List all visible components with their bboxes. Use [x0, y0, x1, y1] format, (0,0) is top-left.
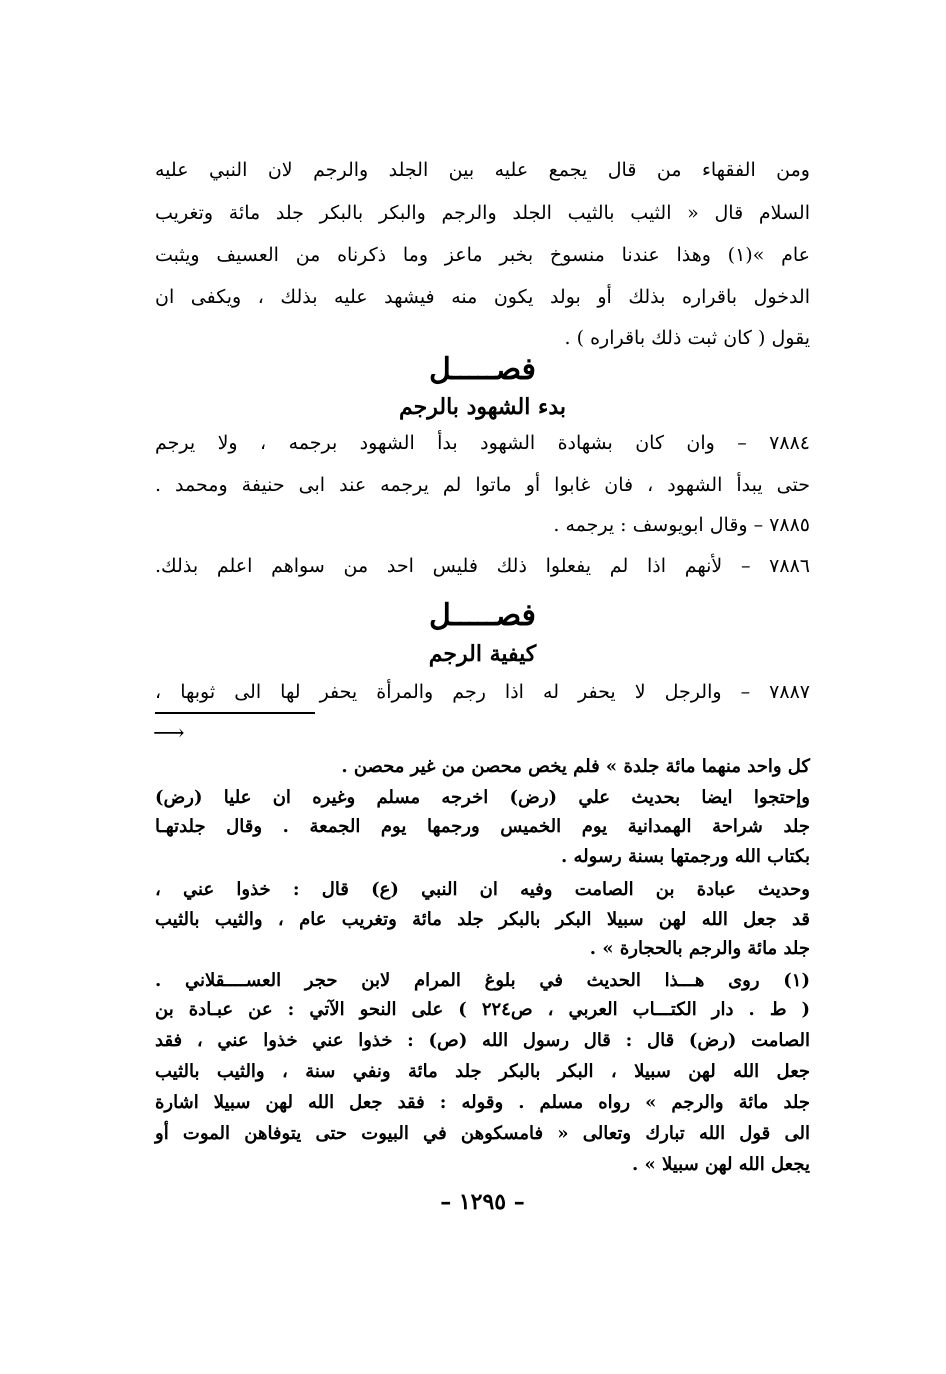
footnote-line: الصامت (رض) قال : قال رسول الله (ص) : خذوا عني خذوا عني ، فقد [155, 1030, 810, 1051]
footnote-line: وإحتجوا ايضا بحديث علي (رض) اخرجه مسلم وغيره ان عليا (رض) [155, 787, 810, 808]
body-line: عام »(١) وهذا عندنا منسوخ بخبر ماعز وما ذكرناه من العسيف ويثبت [155, 244, 810, 266]
footnote-line: وحديث عبادة بن الصامت وفيه ان النبي (ع) قال : خذوا عني ، [155, 879, 810, 900]
numbered-paragraph: ٧٨٨٦ – لأنهم اذا لم يفعلوا ذلك فليس احد من سواهم اعلم بذلك. [155, 555, 810, 577]
body-line: ومن الفقهاء من قال يجمع عليه بين الجلد والرجم لان النبي عليه [155, 159, 810, 181]
numbered-paragraph: ٧٨٨٤ – وان كان بشهادة الشهود بدأ الشهود برجمه ، ولا يرجم [155, 432, 810, 454]
footnote-line: جلد مائة والرجم بالحجارة » . [589, 938, 810, 959]
section-subtitle: كيفية الرجم [428, 641, 537, 667]
footnote-line: جلد شراحة الهمدانية يوم الخميس ورجمها يوم الجمعة . وقال جلدتهـا [155, 816, 810, 837]
footnote-line: جعل الله لهن سبيلا ، البكر بالبكر جلد مائة ونفي سنة ، والثيب بالثيب [155, 1061, 810, 1082]
footnote-line: ( ط . دار الكتـــاب العربي ، ص٢٢٤ ) على النحو الآتي : عن عبـادة بن [155, 999, 811, 1020]
footnote-divider [155, 712, 315, 714]
footnote-line: كل واحد منهما مائة جلدة » فلم يخص محصن من غير محصن . [341, 756, 810, 777]
numbered-paragraph: ٧٨٨٧ – والرجل لا يحفر له اذا رجم والمرأة يحفر لها الى ثوبها ، [155, 681, 810, 703]
section-subtitle: بدء الشهود بالرجم [399, 394, 566, 420]
body-line: يقول ( كان ثبت ذلك باقراره ) . [564, 327, 810, 349]
numbered-paragraph: ٧٨٨٥ – وقال ابويوسف : يرجمه . [553, 514, 810, 536]
page-number: – ١٢٩٥ – [440, 1189, 525, 1215]
body-line: الدخول باقراره بذلك أو بولد يكون منه فيشهد عليه بذلك ، ويكفى ان [155, 286, 810, 308]
footnote-line: بكتاب الله ورجمتها بسنة رسوله . [561, 846, 810, 867]
document-page [155, 0, 810, 1374]
continuation-arrow-icon: ⟶ [153, 721, 185, 746]
section-title: فصـــــل [428, 352, 537, 387]
section-title: فصـــــل [428, 598, 537, 633]
body-line: السلام قال « الثيب بالثيب الجلد والرجم والبكر بالبكر جلد مائة وتغريب [155, 202, 810, 224]
body-line: حتى يبدأ الشهود ، فان غابوا أو ماتوا لم يرجمه عند ابى حنيفة ومحمد . [155, 474, 810, 496]
footnote-line: قد جعل الله لهن سبيلا البكر بالبكر جلد مائة وتغريب عام ، والثيب بالثيب [155, 909, 810, 930]
footnote-line: جلد مائة والرجم » رواه مسلم . وقوله : فقد جعل الله لهن سبيلا اشارة [155, 1092, 810, 1113]
footnote-line: (١) روى هـــذا الحديث في بلوغ المرام لابن حجر العســــقلاني . [155, 970, 810, 991]
footnote-line: الى قول الله تبارك وتعالى « فامسكوهن في البيوت حتى يتوفاهن الموت أو [155, 1123, 810, 1144]
footnote-line: يجعل الله لهن سبيلا » . [631, 1154, 810, 1175]
